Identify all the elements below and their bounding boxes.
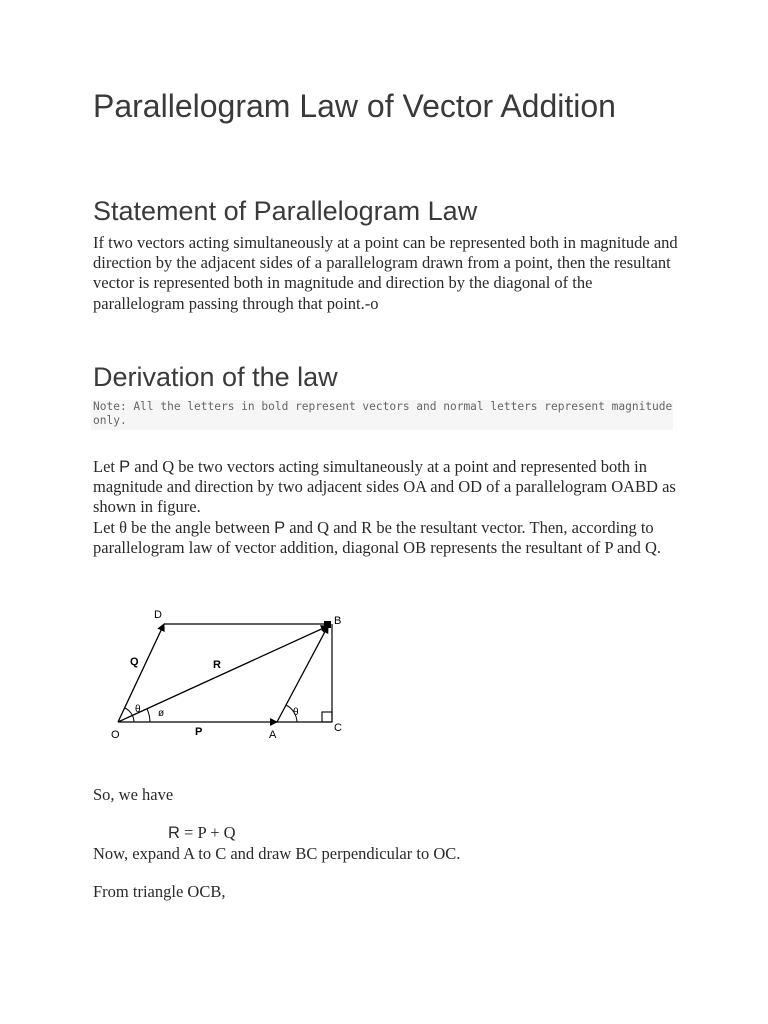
derivation-paragraph-2 <box>93 518 683 558</box>
vector-q: Q <box>317 518 330 537</box>
vector-q: Q <box>645 538 657 558</box>
label-r: R <box>213 659 221 671</box>
vector-p: P <box>197 823 207 842</box>
angle-arc-phi <box>147 709 150 722</box>
label-o: O <box>111 729 120 741</box>
side-ab <box>277 626 328 722</box>
angle-arc-theta <box>125 708 134 722</box>
label-c: C <box>334 722 342 734</box>
text-run: . <box>656 538 662 558</box>
vector-q: Q <box>162 457 175 476</box>
vector-r: R <box>168 824 180 842</box>
text-run: Let <box>93 457 120 476</box>
text-run: and <box>285 518 318 537</box>
label-theta: θ <box>135 704 141 715</box>
from-triangle-text: From triangle OCB, <box>93 882 226 901</box>
equals-sign: = <box>179 823 198 842</box>
vertex-b-dot <box>324 621 331 628</box>
resultant-equation <box>168 823 236 843</box>
plus-sign: + <box>206 823 224 842</box>
label-p: P <box>195 726 203 738</box>
parallelogram-figure <box>100 595 360 755</box>
label-d: D <box>154 609 162 621</box>
derivation-heading: Derivation of the law <box>93 362 338 392</box>
label-q: Q <box>130 656 139 668</box>
label-phi: ø <box>158 708 165 719</box>
vector-p: P <box>604 538 613 558</box>
text-run: Let θ be the angle between <box>93 518 275 537</box>
page-title: Parallelogram Law of Vector Addition <box>93 88 616 124</box>
text-run: be the resultant vector. Then, according to parallelogram law of vector addition, diagonal OB represents the resultant of <box>93 518 654 558</box>
statement-body: If two vectors acting simultaneously at a point can be represented both in magnitude and direction by the adjacent sides of a parallelogram drawn from a point, then the resultant vector is represented both in magnitude and direction by the diagonal of the parallelogram passing through that point.-o <box>93 233 678 313</box>
vector-q: Q <box>223 823 236 842</box>
text-run: and <box>130 457 163 476</box>
label-a: A <box>269 729 277 741</box>
vector-p: P <box>274 519 286 537</box>
so-we-have-text: So, we have <box>93 785 174 804</box>
vector-r: R <box>361 518 373 537</box>
note-box: Note: All the letters in bold represent vectors and normal letters represent magnitude only. <box>91 400 673 430</box>
statement-heading: Statement of Parallelogram Law <box>93 196 478 226</box>
text-run: be two vectors acting simultaneously at a point and represented both in magnitude and direction by two adjacent sides OA and OD of a parallelogram OABD as shown in figure. <box>93 457 676 517</box>
right-angle-marker <box>322 712 332 722</box>
derivation-paragraph-1 <box>93 457 683 518</box>
vector-p: P <box>119 458 131 476</box>
label-b: B <box>334 615 342 627</box>
expand-text: Now, expand A to C and draw BC perpendicular to OC. <box>93 844 461 863</box>
label-theta-a: θ <box>293 707 299 718</box>
text-run: and <box>612 538 645 558</box>
text-run: and <box>329 518 362 537</box>
